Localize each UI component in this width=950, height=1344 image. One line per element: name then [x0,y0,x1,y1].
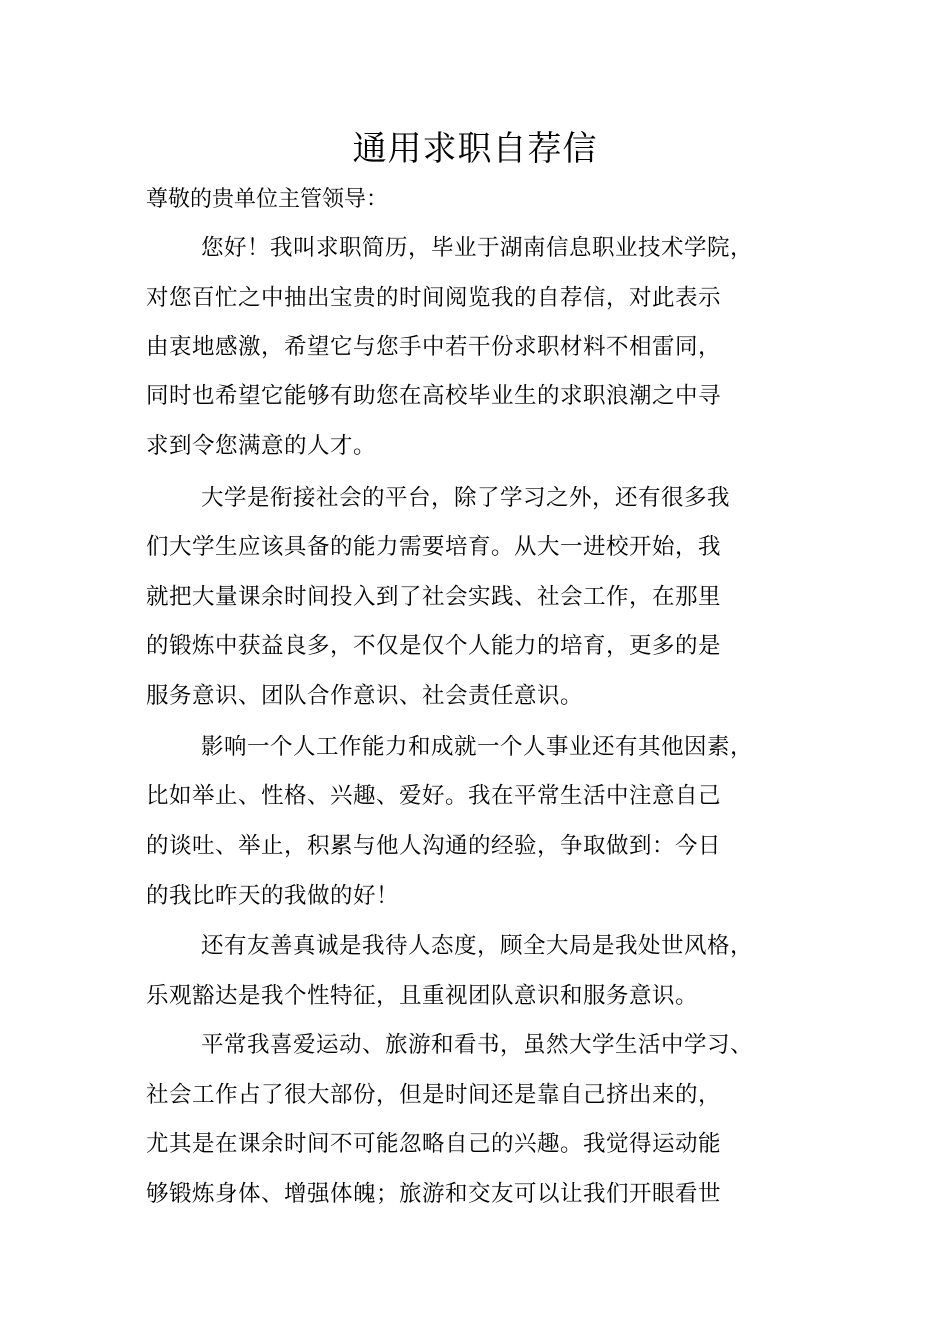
body-line: 服务意识、团队合作意识、社会责任意识。 [146,683,584,709]
body-line: 平常我喜爱运动、旅游和看书，虽然大学生活中学习、 [201,1032,754,1058]
body-line: 的谈吐、举止，积累与他人沟通的经验，争取做到：今日 [146,833,722,859]
body-line: 影响一个人工作能力和成就一个人事业还有其他因素， [201,734,754,760]
body-line: 就把大量课余时间投入到了社会实践、社会工作，在那里 [146,584,722,610]
salutation: 尊敬的贵单位主管领导： [146,187,389,212]
body-line: 您好！我叫求职简历，毕业于湖南信息职业技术学院， [201,235,754,261]
body-line: 社会工作占了很大部份，但是时间还是靠自己挤出来的， [146,1082,722,1108]
body-line: 同时也希望它能够有助您在高校毕业生的求职浪潮之中寻 [146,383,722,409]
body-line: 乐观豁达是我个性特征，且重视团队意识和服务意识。 [146,983,699,1009]
body-line: 够锻炼身体、增强体魄；旅游和交友可以让我们开眼看世 [146,1181,722,1207]
body-line: 比如举止、性格、兴趣、爱好。我在平常生活中注意自己 [146,783,722,809]
body-line: 们大学生应该具备的能力需要培育。从大一进校开始，我 [146,534,722,560]
body-line: 求到令您满意的人才。 [146,433,377,459]
body-line: 还有友善真诚是我待人态度，顾全大局是我处世风格， [201,933,754,959]
document-title: 通用求职自荐信 [352,129,598,169]
body-line: 尤其是在课余时间不可能忽略自己的兴趣。我觉得运动能 [146,1131,722,1157]
body-line: 大学是衔接社会的平台，除了学习之外，还有很多我 [201,485,731,511]
body-line: 由衷地感激，希望它与您手中若干份求职材料不相雷同， [146,334,722,360]
body-line: 的锻炼中获益良多，不仅是仅个人能力的培育，更多的是 [146,633,722,659]
body-line: 的我比昨天的我做的好！ [146,883,400,909]
body-line: 对您百忙之中抽出宝贵的时间阅览我的自荐信，对此表示 [146,285,722,311]
